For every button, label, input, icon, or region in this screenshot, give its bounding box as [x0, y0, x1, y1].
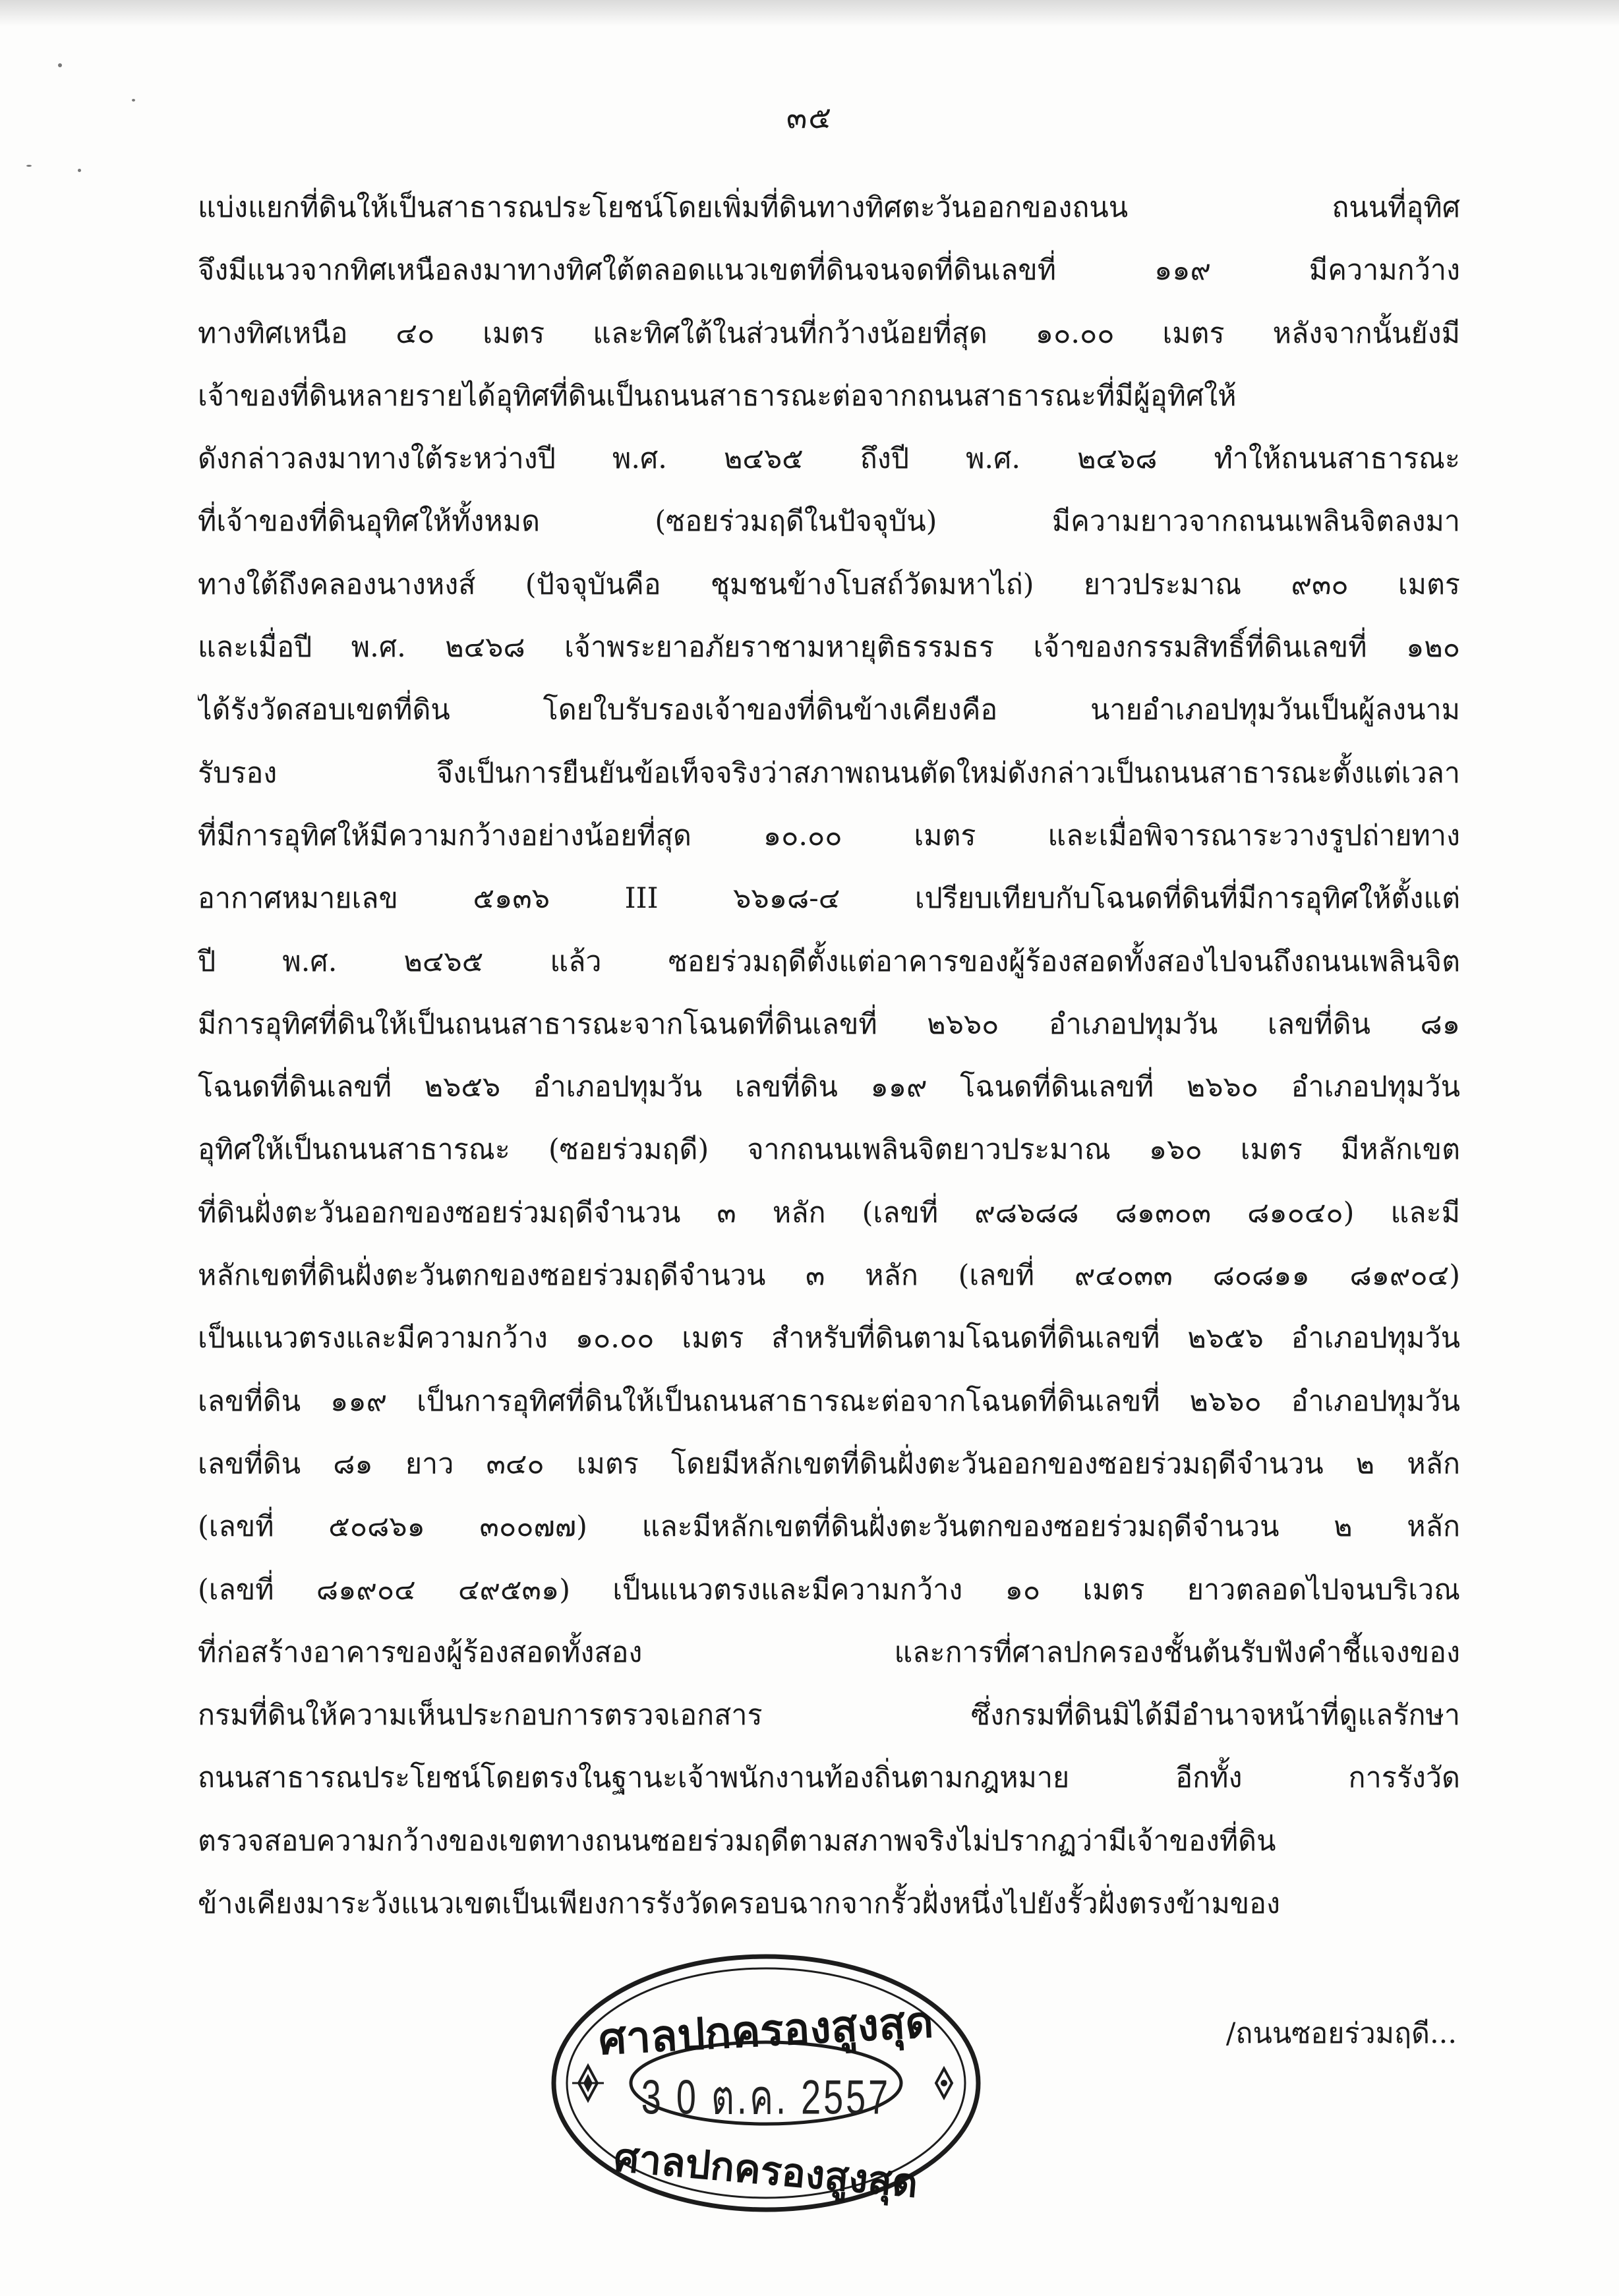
stamp-bottom-text: ศาลปกครองสูงสุด [612, 2134, 920, 2208]
text-line: อุทิศให้เป็นถนนสาธารณะ (ซอยร่วมฤดี) จากถนนเพลินจิตยาวประมาณ ๑๖๐ เมตร มีหลักเขต [198, 1133, 1460, 1167]
scan-speck [78, 169, 81, 172]
court-stamp [548, 1951, 984, 2215]
text-line: ได้รังวัดสอบเขตที่ดิน โดยใบรับรองเจ้าของที่ดินข้างเคียงคือ นายอำเภอปทุมวันเป็นผู้ลงนาม [198, 693, 1460, 727]
body-paragraph [198, 177, 1460, 1935]
text-line: โฉนดที่ดินเลขที่ ๒๖๕๖ อำเภอปทุมวัน เลขที่ดิน ๑๑๙ โฉนดที่ดินเลขที่ ๒๖๖๐ อำเภอปทุมวัน [198, 1071, 1460, 1104]
text-line: ที่ดินฝั่งตะวันออกของซอยร่วมฤดีจำนวน ๓ หลัก (เลขที่ ๙๘๖๘๘ ๘๑๓๐๓ ๘๑๐๔๐) และมี [198, 1196, 1460, 1229]
text-line: เลขที่ดิน ๑๑๙ เป็นการอุทิศที่ดินให้เป็นถนนสาธารณะต่อจากโฉนดที่ดินเลขที่ ๒๖๖๐ อำเภอปทุมวัน [198, 1384, 1460, 1418]
text-line: จึงมีแนวจากทิศเหนือลงมาทางทิศใต้ตลอดแนวเขตที่ดินจนจดที่ดินเลขที่ ๑๑๙ มีความกว้าง [198, 254, 1460, 287]
text-line: ทางทิศเหนือ ๔๐ เมตร และทิศใต้ในส่วนที่กว้างน้อยที่สุด ๑๐.๐๐ เมตร หลังจากนั้นยังมี [198, 316, 1460, 350]
text-line: และเมื่อปี พ.ศ. ๒๔๖๘ เจ้าพระยาอภัยราชามหายุติธรรมธร เจ้าของกรรมสิทธิ์ที่ดินเลขที่ ๑๒๐ [198, 631, 1460, 664]
scan-speck [58, 63, 62, 67]
text-line: อากาศหมายเลข ๕๑๓๖ III ๖๖๑๘-๔ เปรียบเทียบกับโฉนดที่ดินที่มีการอุทิศให้ตั้งแต่ [198, 882, 1460, 916]
text-line: ปี พ.ศ. ๒๔๖๕ แล้ว ซอยร่วมฤดีตั้งแต่อาคารของผู้ร้องสอดทั้งสองไปจนถึงถนนเพลินจิต [198, 945, 1460, 978]
stamp-right-ornament-icon [936, 2069, 952, 2098]
text-line: กรมที่ดินให้ความเห็นประกอบการตรวจเอกสาร ซึ่งกรมที่ดินมิได้มีอำนาจหน้าที่ดูแลรักษา [198, 1699, 1460, 1732]
text-line: เจ้าของที่ดินหลายรายได้อุทิศที่ดินเป็นถนนสาธารณะต่อจากถนนสาธารณะที่มีผู้อุทิศให้ [198, 379, 1237, 413]
continuation-marker: /ถนนซอยร่วมฤดี... [1225, 2017, 1457, 2050]
text-line: รับรอง จึงเป็นการยืนยันข้อเท็จจริงว่าสภาพถนนตัดใหม่ดังกล่าวเป็นถนนสาธารณะตั้งแต่เวลา [198, 756, 1460, 790]
text-line: เลขที่ดิน ๘๑ ยาว ๓๔๐ เมตร โดยมีหลักเขตที่ดินฝั่งตะวันออกของซอยร่วมฤดีจำนวน ๒ หลัก [198, 1447, 1460, 1481]
scan-speck [26, 165, 32, 167]
page-number: ๓๕ [786, 100, 833, 135]
stamp-date: 3 0 ต.ค. 2557 [641, 2071, 891, 2125]
text-line: ที่มีการอุทิศให้มีความกว้างอย่างน้อยที่สุด ๑๐.๐๐ เมตร และเมื่อพิจารณาระวางรูปถ่ายทาง [198, 819, 1460, 852]
text-line: ทางใต้ถึงคลองนางหงส์ (ปัจจุบันคือ ชุมชนข้างโบสถ์วัดมหาไถ่) ยาวประมาณ ๙๓๐ เมตร [198, 568, 1460, 601]
text-line: ดังกล่าวลงมาทางใต้ระหว่างปี พ.ศ. ๒๔๖๕ ถึงปี พ.ศ. ๒๔๖๘ ทำให้ถนนสาธารณะ [198, 442, 1460, 476]
text-line: ที่เจ้าของที่ดินอุทิศให้ทั้งหมด (ซอยร่วมฤดีในปัจจุบัน) มีความยาวจากถนนเพลินจิตลงมา [198, 505, 1460, 539]
text-line: (เลขที่ ๕๐๘๖๑ ๓๐๐๗๗) และมีหลักเขตที่ดินฝั่งตะวันตกของซอยร่วมฤดีจำนวน ๒ หลัก [198, 1510, 1460, 1544]
text-line: (เลขที่ ๘๑๙๐๔ ๔๙๕๓๑) เป็นแนวตรงและมีความกว้าง ๑๐ เมตร ยาวตลอดไปจนบริเวณ [198, 1573, 1460, 1606]
text-line: แบ่งแยกที่ดินให้เป็นสาธารณประโยชน์โดยเพิ่มที่ดินทางทิศตะวันออกของถนน ถนนที่อุทิศ [198, 191, 1460, 224]
scan-shadow-edge [0, 0, 1619, 26]
text-line: มีการอุทิศที่ดินให้เป็นถนนสาธารณะจากโฉนดที่ดินเลขที่ ๒๖๖๐ อำเภอปทุมวัน เลขที่ดิน ๘๑ [198, 1007, 1460, 1041]
text-line: ที่ก่อสร้างอาคารของผู้ร้องสอดทั้งสอง และการที่ศาลปกครองชั้นต้นรับฟังคำชี้แจงของ [198, 1635, 1460, 1669]
text-line: ข้างเคียงมาระวังแนวเขตเป็นเพียงการรังวัดครอบฉากจากรั้วฝั่งหนึ่งไปยังรั้วฝั่งตรงข้ามของ [198, 1887, 1280, 1921]
stamp-top-text: ศาลปกครองสูงสุด [597, 1996, 935, 2065]
text-line: เป็นแนวตรงและมีความกว้าง ๑๐.๐๐ เมตร สำหรับที่ดินตามโฉนดที่ดินเลขที่ ๒๖๕๖ อำเภอปทุมวัน [198, 1322, 1460, 1355]
text-line: ถนนสาธารณประโยชน์โดยตรงในฐานะเจ้าพนักงานท้องถิ่นตามกฎหมาย อีกทั้ง การรังวัด [198, 1761, 1460, 1795]
text-line: ตรวจสอบความกว้างของเขตทางถนนซอยร่วมฤดีตามสภาพจริงไม่ปรากฏว่ามีเจ้าของที่ดิน [198, 1824, 1276, 1858]
text-line: หลักเขตที่ดินฝั่งตะวันตกของซอยร่วมฤดีจำนวน ๓ หลัก (เลขที่ ๙๔๐๓๓ ๘๐๘๑๑ ๘๑๙๐๔) [198, 1259, 1460, 1293]
